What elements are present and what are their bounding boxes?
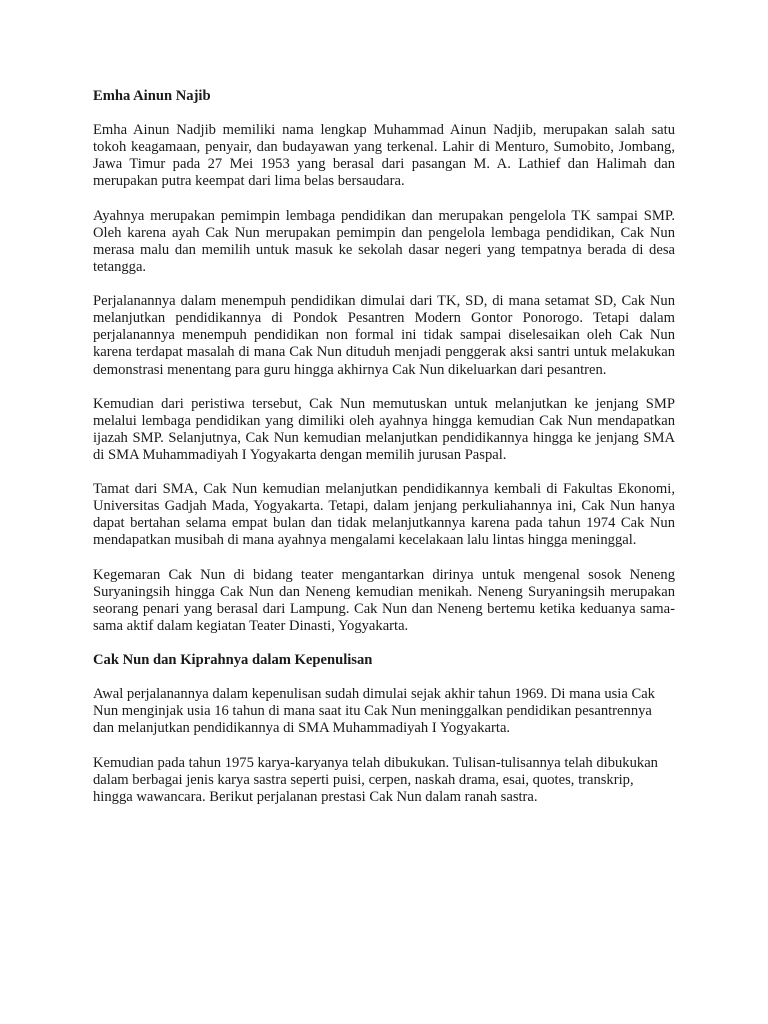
paragraph-father: Ayahnya merupakan pemimpin lembaga pendidikan dan merupakan pengelola TK sampai SMP. Oleh karena ayah Cak Nun merupakan pemimpin dan pengelola lembaga pendidikan, Cak Nun merasa malu dan memilih untuk masuk ke sekolah dasar negeri yang tempatnya berada di desa tetangga. xyxy=(93,207,675,275)
section-heading: Cak Nun dan Kiprahnya dalam Kepenulisan xyxy=(93,652,373,669)
paragraph-birth: Emha Ainun Nadjib memiliki nama lengkap Muhammad Ainun Nadjib, merupakan salah satu tokoh keagamaan, penyair, dan budayawan yang terkenal. Lahir di Menturo, Sumobito, Jombang, Jawa Timur pada 27 Mei 1953 yang berasal dari pasangan M. A. Lathief dan Halimah dan merupakan putra keempat dari lima belas bersaudara. xyxy=(93,122,675,190)
paragraph-university: Tamat dari SMA, Cak Nun kemudian melanjutkan pendidikannya kembali di Fakultas Ekonomi, Universitas Gadjah Mada, Yogyakarta. Tetapi, dalam jenjang perkuliahannya ini, Cak Nun hanya dapat bertahan selama empat bulan dan tidak melanjutkannya karena pada tahun 1974 Cak Nun mendapatkan musibah di mana ayahnya mengalami kecelakaan lalu lintas hingga meninggal. xyxy=(93,481,675,549)
paragraph-secondary-education: Kemudian dari peristiwa tersebut, Cak Nun memutuskan untuk melanjutkan ke jenjang SMP melalui lembaga pendidikan yang dimiliki oleh ayahnya hingga kemudian Cak Nun mendapatkan ijazah SMP. Selanjutnya, Cak Nun kemudian melanjutkan pendidikannya hingga ke jenjang SMA di SMA Muhammadiyah I Yogyakarta dengan memilih jurusan Paspal. xyxy=(93,395,675,463)
paragraph-writing-start: Awal perjalanannya dalam kepenulisan sudah dimulai sejak akhir tahun 1969. Di mana usia Cak Nun menginjak usia 16 tahun di mana saat itu Cak Nun meninggalkan pendidikan pesantrennya dan melanjutkan pendidikannya di SMA Muhammadiyah I Yogyakarta. xyxy=(93,686,655,737)
paragraph-publications: Kemudian pada tahun 1975 karya-karyanya telah dibukukan. Tulisan-tulisannya telah dibukukan dalam berbagai jenis karya sastra seperti puisi, cerpen, naskah drama, esai, quotes, transkrip, hingga wawancara. Berikut perjalanan prestasi Cak Nun dalam ranah sastra. xyxy=(93,754,658,805)
document-page xyxy=(93,88,675,823)
paragraph-marriage: Kegemaran Cak Nun di bidang teater mengantarkan dirinya untuk mengenal sosok Neneng Suryaningsih hingga Cak Nun dan Neneng kemudian menikah. Neneng Suryaningsih merupakan seorang penari yang berasal dari Lampung. Cak Nun dan Neneng bertemu ketika keduanya sama-sama aktif dalam kegiatan Teater Dinasti, Yogyakarta. xyxy=(93,566,675,634)
paragraph-early-education: Perjalanannya dalam menempuh pendidikan dimulai dari TK, SD, di mana setamat SD, Cak Nun melanjutkan pendidikannya di Pondok Pesantren Modern Gontor Ponorogo. Tetapi dalam perjalanannya menempuh pendidikan non formal ini tidak sampai diselesaikan oleh Cak Nun karena terdapat masalah di mana Cak Nun dituduh menjadi penggerak aksi santri untuk melakukan demonstrasi menentang para guru hingga akhirnya Cak Nun dikeluarkan dari pesantren. xyxy=(93,293,675,378)
document-title: Emha Ainun Najib xyxy=(93,88,211,104)
